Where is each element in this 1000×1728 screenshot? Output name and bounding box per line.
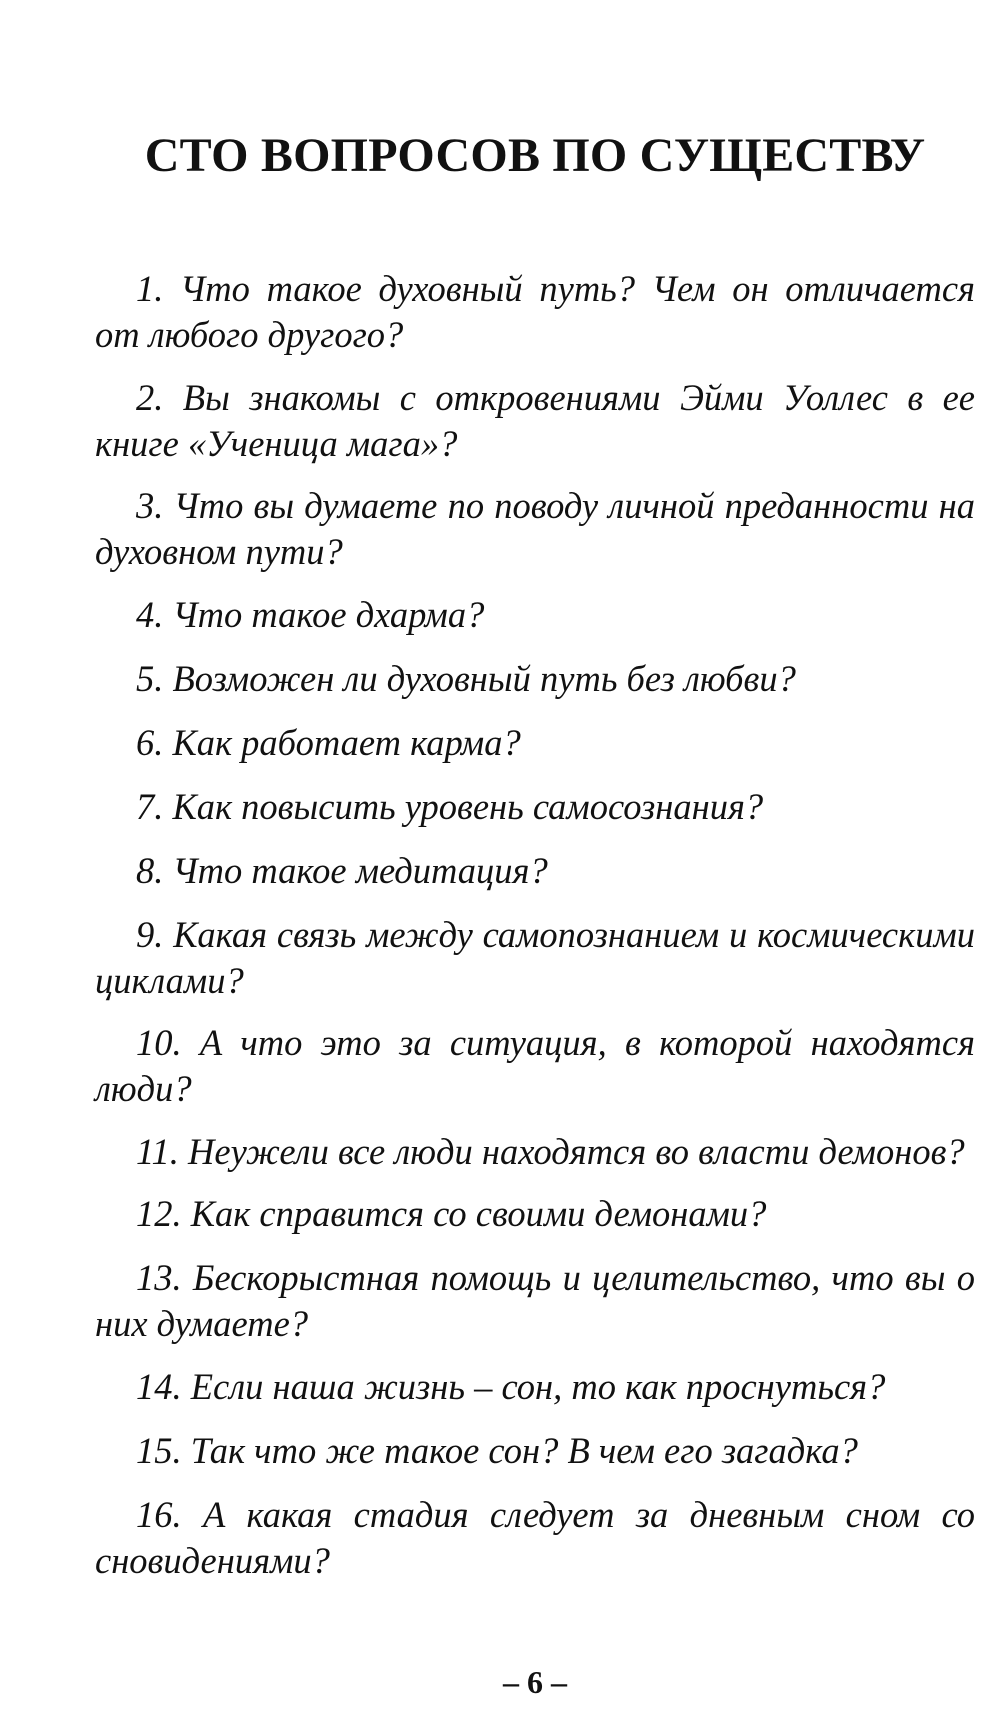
question-item: 8. Что такое медитация?: [136, 849, 548, 891]
question-item: 13. Бескорыстная помощь и целительство, что вы о них думаете?: [95, 1257, 975, 1344]
question-item: 10. А что это за ситуация, в которой находятся люди?: [95, 1022, 975, 1109]
question-item: 2. Вы знакомы с откровениями Эйми Уоллес в ее книге «Ученица мага»?: [95, 376, 975, 464]
page-number: – 6 –: [503, 1664, 567, 1700]
question-item: 12. Как справится со своими демонами?: [136, 1193, 767, 1234]
question-item: 14. Если наша жизнь – сон, то как проснуться?: [136, 1365, 886, 1407]
question-item: 7. Как повысить уровень самосознания?: [136, 785, 764, 827]
question-item: 11. Неужели все люди находятся во власти демонов?: [136, 1130, 965, 1172]
question-item: 16. А какая стадия следует за дневным сном со сновидениями?: [95, 1493, 975, 1581]
page-title: СТО ВОПРОСОВ ПО СУЩЕСТВУ: [144, 129, 926, 182]
questions-list: [95, 266, 975, 1600]
question-item: 9. Какая связь между самопознанием и космическими циклами?: [95, 913, 975, 1001]
question-item: 6. Как работает карма?: [136, 721, 521, 763]
question-item: 1. Что такое духовный путь? Чем он отличается от любого другого?: [95, 268, 975, 355]
question-item: 5. Возможен ли духовный путь без любви?: [136, 657, 796, 699]
question-item: 4. Что такое дхарма?: [136, 593, 485, 635]
question-item: 3. Что вы думаете по поводу личной преданности на духовном пути?: [95, 485, 975, 572]
question-item: 15. Так что же такое сон? В чем его загадка?: [136, 1429, 858, 1471]
